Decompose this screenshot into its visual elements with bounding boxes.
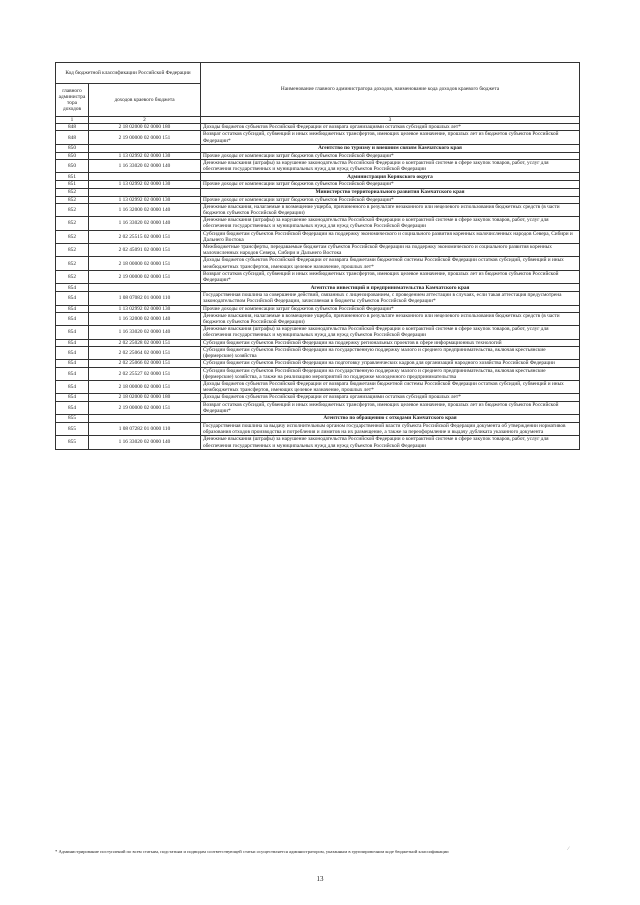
income-code-cell: 1 16 32000 02 0000 140 <box>89 312 201 325</box>
income-code-cell: 2 18 02000 02 0000 180 <box>89 394 201 401</box>
income-name-cell: Прочие доходы от компенсации затрат бюджетов субъектов Российской Федерации* <box>201 196 580 203</box>
table-row <box>56 196 580 203</box>
income-code-cell: 1 13 02992 02 0000 130 <box>89 305 201 312</box>
table-row <box>56 270 580 283</box>
income-code-cell: 2 02 25515 02 0000 151 <box>89 230 201 243</box>
column-number: 2 <box>89 117 201 124</box>
table-row <box>56 131 580 144</box>
section-row <box>56 173 580 181</box>
income-name-cell: Администрация Корякского округа <box>201 173 580 181</box>
classification-header: Код бюджетной классификации Российской Федерации <box>56 63 201 84</box>
admin-code-cell: 854 <box>56 360 89 367</box>
income-name-cell: Межбюджетные трансферты, передаваемые бюджетам субъектов Российской Федерации на поддержку экономического и социального развития коренных малочисленных народов Севера, Сибири и Дальнего Востока <box>201 244 580 257</box>
admin-code-cell: 848 <box>56 131 89 144</box>
admin-code-cell: 848 <box>56 124 89 131</box>
admin-code-cell: 852 <box>56 257 89 270</box>
admin-code-cell: 854 <box>56 312 89 325</box>
income-name-cell: Денежные взыскания (штрафы) за нарушение законодательства Российской Федерации о контрактной системе в сфере закупок товаров, работ, услуг для обеспечения государственных и муниципальных нужд для нужд субъектов Российской Федерации <box>201 160 580 173</box>
income-name-cell: Возврат остатков субсидий, субвенций и иных межбюджетных трансфертов, имеющих целевое назначение, прошлых лет из бюджетов субъектов Российской Федерации* <box>201 131 580 144</box>
table-row <box>56 305 580 312</box>
column-number-row <box>56 117 580 124</box>
admin-code-cell: 854 <box>56 339 89 346</box>
income-name-cell: Прочие доходы от компенсации затрат бюджетов субъектов Российской Федерации* <box>201 181 580 188</box>
income-code-cell: 2 18 00000 02 0000 151 <box>89 380 201 393</box>
admin-code-cell: 854 <box>56 284 89 292</box>
income-name-cell: Субсидии бюджетам субъектов Российской Федерации на государственную поддержку малого и среднего предпринимательства, включая крестьянские (фермерские) хозяйства, а также на реализацию мероприятий по поддержке молодежного предпринимательства <box>201 367 580 380</box>
income-code-cell <box>89 284 201 292</box>
admin-code-cell: 854 <box>56 401 89 414</box>
income-code-cell: 1 16 33020 02 0000 140 <box>89 217 201 230</box>
admin-code-cell: 854 <box>56 380 89 393</box>
admin-code-cell: 854 <box>56 326 89 339</box>
income-column-header: доходов краевого бюджета <box>89 84 201 117</box>
income-code-cell: 1 08 07282 01 0000 110 <box>89 422 201 435</box>
table-row <box>56 257 580 270</box>
income-name-cell: Денежные взыскания, налагаемые в возмещение ущерба, причиненного в результате незаконного или нецелевого использования бюджетных средств (в части бюджетов субъектов Российской Федерации) <box>201 312 580 325</box>
admin-code-cell: 855 <box>56 414 89 422</box>
admin-code-cell: 854 <box>56 292 89 305</box>
income-name-cell: Министерство территориального развития Камчатского края <box>201 188 580 196</box>
table-row <box>56 203 580 216</box>
table-row <box>56 124 580 131</box>
admin-code-cell: 851 <box>56 173 89 181</box>
table-row <box>56 244 580 257</box>
table-row <box>56 292 580 305</box>
income-name-cell: Агентство по обращению с отходами Камчатского края <box>201 414 580 422</box>
income-code-cell: 2 19 00000 02 0000 151 <box>89 401 201 414</box>
section-row <box>56 414 580 422</box>
income-name-cell: Агентство инвестиций и предпринимательства Камчатского края <box>201 284 580 292</box>
admin-column-header: главного администратора доходов <box>56 84 89 117</box>
admin-code-cell: 851 <box>56 181 89 188</box>
admin-code-cell: 852 <box>56 244 89 257</box>
income-code-cell <box>89 144 201 152</box>
admin-code-cell: 852 <box>56 270 89 283</box>
table-row <box>56 160 580 173</box>
admin-code-cell: 854 <box>56 305 89 312</box>
income-name-cell: Субсидии бюджетам субъектов Российской Федерации на подготовку управленческих кадров для организаций народного хозяйства Российской Федерации <box>201 360 580 367</box>
income-code-cell <box>89 173 201 181</box>
income-name-cell: Субсидии бюджетам субъектов Российской Федерации на государственную поддержку малого и среднего предпринимательства, включая крестьянские (фермерские) хозяйства <box>201 346 580 359</box>
income-code-cell: 1 16 33020 02 0000 140 <box>89 160 201 173</box>
admin-code-cell: 854 <box>56 346 89 359</box>
income-name-cell: Доходы бюджетов субъектов Российской Федерации от возврата организациями остатков субсидий прошлых лет* <box>201 394 580 401</box>
income-name-cell: Возврат остатков субсидий, субвенций и иных межбюджетных трансфертов, имеющих целевое назначение, прошлых лет из бюджетов субъектов Российской Федерации* <box>201 401 580 414</box>
income-code-cell: 2 02 25066 02 0000 151 <box>89 360 201 367</box>
table-body <box>56 124 580 450</box>
admin-code-cell: 854 <box>56 394 89 401</box>
income-name-cell: Субсидии бюджетам субъектов Российской Федерации на поддержку региональных проектов в сфере информационных технологий <box>201 339 580 346</box>
table-row <box>56 339 580 346</box>
income-name-cell: Доходы бюджетов субъектов Российской Федерации от возврата организациями остатков субсидий прошлых лет* <box>201 124 580 131</box>
name-column-header: Наименование главного администратора доходов, наименование кода доходов краевого бюджета <box>201 63 580 117</box>
table-row <box>56 217 580 230</box>
admin-code-cell: 850 <box>56 152 89 159</box>
income-name-cell: Денежные взыскания (штрафы) за нарушение законодательства Российской Федерации о контрактной системе в сфере закупок товаров, работ, услуг для обеспечения государственных и муниципальных нужд для нужд субъектов Российской Федерации <box>201 326 580 339</box>
page-number: 13 <box>316 875 324 883</box>
income-code-cell: 1 13 02992 02 0000 130 <box>89 181 201 188</box>
income-name-cell: Доходы бюджетов субъектов Российской Федерации от возврата бюджетами бюджетной системы Российской Федерации остатков субсидий, субвенций и иных межбюджетных трансфертов, имеющих целевое назначение, прошлых лет* <box>201 257 580 270</box>
table-row <box>56 436 580 449</box>
table-row <box>56 346 580 359</box>
table-row <box>56 394 580 401</box>
footnote: * Администрирование поступлений по всем статьям, подстатьям и подвидам соответствующей статьи осуществляется администратором, указанным в группировочном коде бюджетной классификации <box>55 849 449 854</box>
income-code-cell: 2 19 00000 02 0000 151 <box>89 131 201 144</box>
budget-income-table <box>55 62 580 450</box>
section-row <box>56 284 580 292</box>
income-name-cell: Агентство по туризму и внешним связям Камчатского края <box>201 144 580 152</box>
table-row <box>56 380 580 393</box>
income-code-cell: 2 02 25064 02 0000 151 <box>89 346 201 359</box>
table-row <box>56 401 580 414</box>
table-row <box>56 312 580 325</box>
admin-code-cell: 852 <box>56 230 89 243</box>
admin-code-cell: 854 <box>56 367 89 380</box>
admin-code-cell: 855 <box>56 436 89 449</box>
column-number: 3 <box>201 117 580 124</box>
income-code-cell: 2 02 45091 02 0000 151 <box>89 244 201 257</box>
section-row <box>56 188 580 196</box>
income-code-cell <box>89 414 201 422</box>
table-row <box>56 367 580 380</box>
admin-code-cell: 852 <box>56 217 89 230</box>
admin-code-cell: 852 <box>56 203 89 216</box>
admin-code-cell: 850 <box>56 160 89 173</box>
income-code-cell: 2 18 02000 02 0000 180 <box>89 124 201 131</box>
corner-mark: ⁄ <box>568 847 569 852</box>
income-name-cell: Денежные взыскания (штрафы) за нарушение законодательства Российской Федерации о контрактной системе в сфере закупок товаров, работ, услуг для обеспечения государственных и муниципальных нужд для нужд субъектов Российской Федерации <box>201 436 580 449</box>
income-name-cell: Возврат остатков субсидий, субвенций и иных межбюджетных трансфертов, имеющих целевое назначение, прошлых лет из бюджетов субъектов Российской Федерации* <box>201 270 580 283</box>
income-name-cell: Государственная пошлина за совершение действий, связанных с лицензированием, с проведением аттестации в случаях, если такая аттестация предусмотрена законодательством Российской Федерации, зачисляемая в бюджеты субъектов Российской Федерации* <box>201 292 580 305</box>
section-row <box>56 144 580 152</box>
income-code-cell: 1 13 02992 02 0000 130 <box>89 152 201 159</box>
income-name-cell: Доходы бюджетов субъектов Российской Федерации от возврата бюджетами бюджетной системы Российской Федерации остатков субсидий, субвенций и иных межбюджетных трансфертов, имеющих целевое назначение, прошлых лет* <box>201 380 580 393</box>
column-number: 1 <box>56 117 89 124</box>
table-row <box>56 152 580 159</box>
income-code-cell: 1 16 32000 02 0000 140 <box>89 203 201 216</box>
income-code-cell: 1 16 33020 02 0000 140 <box>89 436 201 449</box>
income-name-cell: Денежные взыскания (штрафы) за нарушение законодательства Российской Федерации о контрактной системе в сфере закупок товаров, работ, услуг для обеспечения государственных и муниципальных нужд для нужд субъектов Российской Федерации <box>201 217 580 230</box>
table-row <box>56 326 580 339</box>
table-row <box>56 360 580 367</box>
income-name-cell: Денежные взыскания, налагаемые в возмещение ущерба, причиненного в результате незаконного или нецелевого использования бюджетных средств (в части бюджетов субъектов Российской Федерации) <box>201 203 580 216</box>
income-code-cell: 2 02 25028 02 0000 151 <box>89 339 201 346</box>
admin-code-cell: 852 <box>56 188 89 196</box>
income-code-cell: 2 19 00000 02 0000 151 <box>89 270 201 283</box>
table-row <box>56 422 580 435</box>
table-row <box>56 181 580 188</box>
admin-code-cell: 850 <box>56 144 89 152</box>
income-name-cell: Субсидии бюджетам субъектов Российской Федерации на поддержку экономического и социального развития коренных малочисленных народов Севера, Сибири и Дальнего Востока <box>201 230 580 243</box>
income-code-cell: 2 02 25527 02 0000 151 <box>89 367 201 380</box>
income-code-cell: 1 16 33020 02 0000 140 <box>89 326 201 339</box>
table-header-row <box>56 63 580 84</box>
income-name-cell: Государственная пошлина за выдачу исполнительным органом государственной власти субъекта Российской Федерации документа об утверждении нормативов образования отходов производства и потребления и лимитов на их размещение, а также за переоформление и выдачу дубликата указанного документа <box>201 422 580 435</box>
admin-code-cell: 852 <box>56 196 89 203</box>
income-name-cell: Прочие доходы от компенсации затрат бюджетов субъектов Российской Федерации* <box>201 152 580 159</box>
admin-code-cell: 855 <box>56 422 89 435</box>
income-code-cell <box>89 188 201 196</box>
income-code-cell: 2 18 00000 02 0000 151 <box>89 257 201 270</box>
income-name-cell: Прочие доходы от компенсации затрат бюджетов субъектов Российской Федерации* <box>201 305 580 312</box>
document-page <box>55 62 579 450</box>
table-row <box>56 230 580 243</box>
income-code-cell: 1 13 02992 02 0000 130 <box>89 196 201 203</box>
income-code-cell: 1 08 07082 01 0000 110 <box>89 292 201 305</box>
